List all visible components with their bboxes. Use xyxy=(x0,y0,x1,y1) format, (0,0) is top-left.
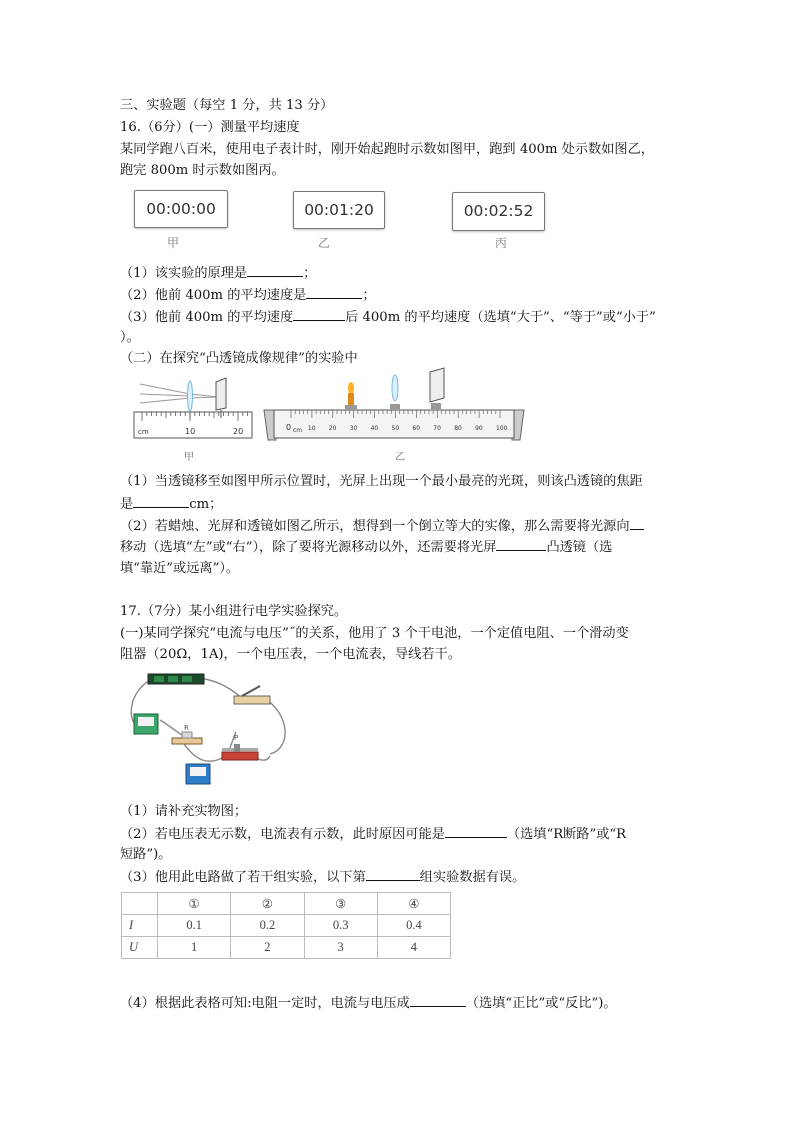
stopwatch-jia-caption: 甲 xyxy=(167,236,180,250)
battery-pack-icon xyxy=(148,674,204,684)
ammeter-icon xyxy=(186,764,210,784)
voltmeter-icon xyxy=(134,714,158,734)
ruler-jia-label-20: 20 xyxy=(233,427,244,436)
q16-lens-q2-line2 xyxy=(120,538,612,557)
q16-part1-q3 xyxy=(120,308,656,327)
q16-header: 16.（6分）(一）测量平均速度 xyxy=(120,120,300,135)
table-cell: 0.3 xyxy=(304,915,377,937)
q17-q4-text: （4）根据此表格可知:电阻一定时，电流与电压成 xyxy=(120,996,410,1011)
q16-q3-mid: 后 400m 的平均速度（选填“大于”、“等于”或“小于” xyxy=(345,310,656,325)
table-cell: 0.1 xyxy=(158,915,231,937)
answer-blank[interactable] xyxy=(630,517,644,530)
table-row-label: I xyxy=(122,915,158,937)
bench-tick-label: 80 xyxy=(454,425,462,432)
stopwatch-bing: 00:02:52 xyxy=(452,192,545,231)
bench-tick-label: 10 xyxy=(307,425,316,432)
bench-tick-label: 20 xyxy=(328,425,337,432)
q16-q2-end: ； xyxy=(362,288,376,303)
q16-lens-q2-line1 xyxy=(120,517,644,536)
table-cell: 4 xyxy=(377,937,450,959)
q17-q3 xyxy=(120,868,525,887)
table-header-cell: ① xyxy=(158,893,231,915)
q16-intro-line1: 某同学跑八百米，使用电子表计时，刚开始起跑时示数如图甲，跑到 400m 处示数如图乙， xyxy=(120,142,654,157)
optical-bench-ruler xyxy=(274,410,514,438)
q17-q2-text: （2）若电压表无示数，电流表有示数，此时原因可能是 xyxy=(120,827,445,842)
q16-q1-end: ； xyxy=(303,266,317,281)
answer-blank[interactable] xyxy=(366,868,420,881)
resistor-icon xyxy=(172,724,202,744)
q17-q4-tail: （选填“正比”或“反比”)。 xyxy=(465,996,617,1011)
table-header-cell: ④ xyxy=(377,893,450,915)
circuit-diagram xyxy=(124,668,296,790)
table-cell: 0.4 xyxy=(377,915,450,937)
light-screen-icon xyxy=(430,368,444,410)
bench-tick-label: 30 xyxy=(349,425,358,432)
table-row xyxy=(122,915,451,937)
bench-tick-label: 60 xyxy=(412,425,421,432)
parallel-rays xyxy=(140,384,218,403)
answer-blank[interactable] xyxy=(496,538,546,551)
data-table xyxy=(121,892,451,959)
convex-lens-icon xyxy=(390,375,400,410)
table-cell: 3 xyxy=(304,937,377,959)
answer-blank[interactable] xyxy=(133,495,189,508)
q16-lens-q1-line1: （1）当透镜移至如图甲所示位置时，光屏上出现一个最小最亮的光斑，则该凸透镜的焦距 xyxy=(120,474,643,489)
q17-q2-line2: 短路”)。 xyxy=(120,847,172,862)
q17-q2-tail: （选填“R断路”或“R xyxy=(506,827,627,842)
bench-tick-label: 50 xyxy=(391,425,400,432)
q17-q1: （1）请补充实物图； xyxy=(120,804,248,819)
section-title: 三、实验题（每空 1 分，共 13 分） xyxy=(120,98,334,113)
answer-blank[interactable] xyxy=(306,286,362,299)
lens-figure-yi xyxy=(262,366,532,464)
q17-header: 17.（7分）某小组进行电学实验探究。 xyxy=(120,604,348,619)
stopwatch-yi-caption: 乙 xyxy=(318,236,331,250)
answer-blank[interactable] xyxy=(293,308,345,321)
q16-lens-q1-unit: cm； xyxy=(189,497,223,512)
stopwatch-bing-caption: 丙 xyxy=(495,236,508,250)
q17-q2-line1 xyxy=(120,825,626,844)
candle-icon xyxy=(345,382,357,410)
q16-lens-q1-line2 xyxy=(120,495,222,514)
bench-zero-label: 0 xyxy=(286,423,292,432)
q17-intro-line2: 阻器（20Ω，1A)，一个电压表，一个电流表，导线若干。 xyxy=(120,647,461,662)
table-cell: 1 xyxy=(158,937,231,959)
bench-tick-label: 40 xyxy=(370,425,379,432)
light-screen-icon xyxy=(216,378,226,410)
table-row xyxy=(122,937,451,959)
q17-intro-line1: (一)某同学探究“电流与电压”˝的关系，他用了 3 个干电池，一个定值电阻、一个滑动变 xyxy=(120,626,629,641)
q17-q3-text: （3）他用此电路做了若干组实验，以下第 xyxy=(120,870,366,885)
figure-jia-caption: 甲 xyxy=(184,452,194,463)
q17-q3-tail: 组实验数据有误。 xyxy=(419,870,526,885)
switch-icon xyxy=(234,686,270,704)
table-corner-cell xyxy=(122,893,158,915)
q16-intro-line2: 跑完 800m 时示数如图丙。 xyxy=(120,163,285,178)
q16-part1-q1 xyxy=(120,264,316,283)
figure-yi-caption: 乙 xyxy=(395,452,405,463)
resistor-label: R xyxy=(184,724,189,732)
q16-q3-text: （3）他前 400m 的平均速度 xyxy=(120,310,294,325)
table-cell: 0.2 xyxy=(231,915,304,937)
bench-tick-label: 90 xyxy=(475,425,483,432)
table-header-row xyxy=(122,893,451,915)
q16-lens-q2-mid: 移动（选填“左”或“右”），除了要将光源移动以外，还需要将光屏 xyxy=(120,540,497,555)
ruler-jia-unit: cm xyxy=(138,428,149,436)
table-cell: 2 xyxy=(231,937,304,959)
rheostat-slider-label: P xyxy=(234,734,239,742)
answer-blank[interactable] xyxy=(445,825,507,838)
q16-q2-text: （2）他前 400m 的平均速度是 xyxy=(120,288,307,303)
table-header-cell: ② xyxy=(231,893,304,915)
q16-lens-q1-lead: 是 xyxy=(120,497,134,512)
bench-tick-label: 70 xyxy=(433,425,441,432)
bench-unit-label: cm xyxy=(293,427,303,434)
q16-lens-q2-line3: 填“靠近”或远离”）。 xyxy=(120,561,240,576)
q16-q1-text: （1）该实验的原理是 xyxy=(120,266,248,281)
table-header-cell: ③ xyxy=(304,893,377,915)
q16-part2-header: （二）在探究“凸透镜成像规律”的实验中 xyxy=(120,351,358,366)
stopwatch-jia: 00:00:00 xyxy=(134,190,228,228)
convex-lens-icon xyxy=(188,381,193,411)
ruler-jia-label-10: 10 xyxy=(185,427,196,436)
q16-part1-q2 xyxy=(120,286,376,305)
bench-tick-label: 100 xyxy=(496,425,508,432)
answer-blank[interactable] xyxy=(247,264,303,277)
q16-lens-q2-tail: 凸透镜（选 xyxy=(546,540,613,555)
q16-q3-end: ）。 xyxy=(120,330,140,345)
lens-figure-jia xyxy=(132,372,258,464)
q17-q4 xyxy=(120,994,617,1013)
rheostat-icon xyxy=(222,734,258,760)
q16-lens-q2-text: （2）若蜡烛、光屏和透镜如图乙所示，想得到一个倒立等大的实像，那么需要将光源向 xyxy=(120,519,630,534)
table-row-label: U xyxy=(122,937,158,959)
stopwatch-yi: 00:01:20 xyxy=(293,191,385,229)
answer-blank[interactable] xyxy=(410,994,466,1007)
